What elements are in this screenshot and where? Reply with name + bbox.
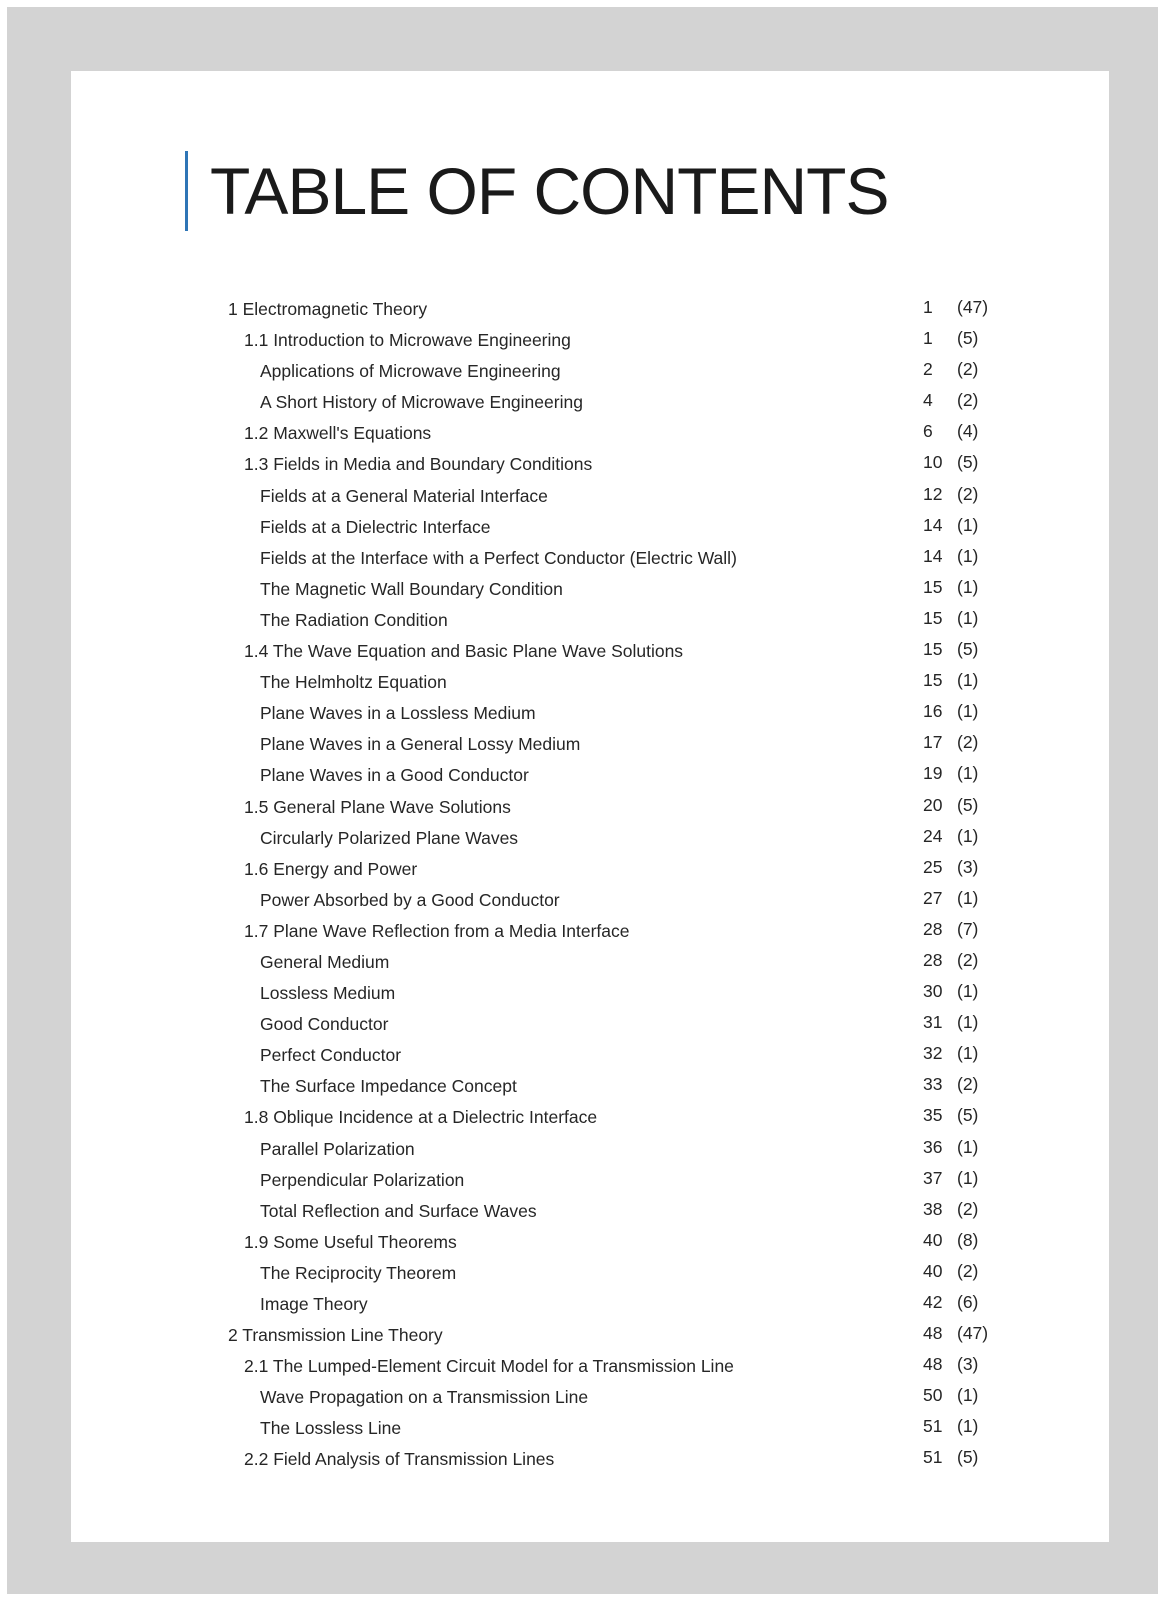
- toc-list: [71, 297, 1109, 1479]
- toc-entry-title: The Reciprocity Theorem: [260, 1262, 457, 1283]
- toc-entry-page-number: 38: [923, 1198, 943, 1219]
- toc-entry-page-number: 12: [923, 483, 943, 504]
- toc-entry-page-number: 17: [923, 732, 943, 753]
- toc-entry-page-number: 10: [923, 452, 943, 473]
- toc-entry-page-count: (1): [957, 576, 979, 597]
- toc-entry-page-count: (5): [957, 794, 979, 815]
- toc-entry[interactable]: [71, 328, 1109, 359]
- toc-entry-title: 1.6 Energy and Power: [244, 858, 418, 879]
- toc-entry-page-count: (1): [957, 825, 979, 846]
- toc-entry-title: Plane Waves in a Good Conductor: [260, 765, 529, 786]
- toc-entry-page-number: 19: [923, 763, 943, 784]
- toc-entry[interactable]: [71, 515, 1109, 546]
- toc-entry-page-count: (5): [957, 639, 979, 660]
- toc-entry[interactable]: [71, 1354, 1109, 1385]
- toc-entry-page-number: 28: [923, 949, 943, 970]
- toc-entry-page-number: 32: [923, 1043, 943, 1064]
- toc-entry[interactable]: [71, 1261, 1109, 1292]
- toc-entry-page-number: 16: [923, 701, 943, 722]
- toc-entry-title: Perfect Conductor: [260, 1045, 402, 1066]
- toc-entry-page-count: (2): [957, 1198, 979, 1219]
- toc-entry-page-count: (2): [957, 949, 979, 970]
- toc-entry[interactable]: [71, 763, 1109, 794]
- toc-entry[interactable]: [71, 1385, 1109, 1416]
- toc-entry[interactable]: [71, 701, 1109, 732]
- toc-entry-title: Power Absorbed by a Good Conductor: [260, 889, 560, 910]
- toc-entry-page-number: 48: [923, 1323, 943, 1344]
- toc-entry-title: 1.7 Plane Wave Reflection from a Media Interface: [244, 920, 630, 941]
- toc-entry-title: Circularly Polarized Plane Waves: [260, 827, 519, 848]
- toc-entry-page-number: 4: [923, 390, 933, 411]
- toc-entry-page-count: (1): [957, 514, 979, 535]
- toc-entry-title: 1.8 Oblique Incidence at a Dielectric Interface: [244, 1107, 598, 1128]
- toc-entry[interactable]: [71, 1323, 1109, 1354]
- toc-entry-page-count: (1): [957, 545, 979, 566]
- toc-entry-title: 1.4 The Wave Equation and Basic Plane Wave Solutions: [244, 641, 684, 662]
- toc-entry-page-count: (47): [957, 297, 989, 317]
- toc-entry-page-number: 51: [923, 1416, 943, 1437]
- toc-entry[interactable]: [71, 452, 1109, 483]
- toc-entry-title: 2.2 Field Analysis of Transmission Lines: [244, 1449, 555, 1470]
- toc-entry-page-count: (5): [957, 1105, 979, 1126]
- toc-entry-title: Fields at a Dielectric Interface: [260, 516, 491, 537]
- toc-entry-title: Perpendicular Polarization: [260, 1169, 465, 1190]
- toc-entry-page-number: 24: [923, 825, 943, 846]
- toc-entry-page-count: (2): [957, 483, 979, 504]
- toc-entry[interactable]: [71, 546, 1109, 577]
- toc-entry[interactable]: [71, 950, 1109, 981]
- toc-entry[interactable]: [71, 1447, 1109, 1478]
- toc-entry-title: Parallel Polarization: [260, 1138, 415, 1159]
- toc-entry-page-number: 1: [923, 328, 933, 349]
- page-title: TABLE OF CONTENTS: [210, 154, 889, 228]
- toc-entry-page-count: (1): [957, 1012, 979, 1033]
- toc-entry-page-count: (4): [957, 421, 979, 442]
- toc-entry[interactable]: [71, 1416, 1109, 1447]
- toc-entry[interactable]: [71, 421, 1109, 452]
- document-page: [71, 71, 1109, 1542]
- toc-entry[interactable]: [71, 577, 1109, 608]
- toc-entry-page-number: 15: [923, 576, 943, 597]
- toc-entry-title: Wave Propagation on a Transmission Line: [260, 1387, 589, 1408]
- toc-entry-page-number: 40: [923, 1229, 943, 1250]
- toc-entry[interactable]: [71, 857, 1109, 888]
- toc-entry-page-count: (1): [957, 887, 979, 908]
- toc-entry-page-count: (1): [957, 607, 979, 628]
- toc-entry-page-number: 40: [923, 1260, 943, 1281]
- toc-entry-page-count: (2): [957, 1074, 979, 1095]
- toc-entry-page-number: 6: [923, 421, 933, 442]
- toc-entry-page-count: (1): [957, 1136, 979, 1157]
- toc-entry[interactable]: [71, 795, 1109, 826]
- toc-entry-page-count: (1): [957, 1416, 979, 1437]
- toc-entry-page-count: (2): [957, 390, 979, 411]
- toc-entry-title: Lossless Medium: [260, 983, 396, 1004]
- toc-entry[interactable]: [71, 1043, 1109, 1074]
- toc-entry-page-number: 30: [923, 981, 943, 1002]
- toc-entry[interactable]: [71, 981, 1109, 1012]
- toc-entry[interactable]: [71, 1292, 1109, 1323]
- toc-entry-title: General Medium: [260, 951, 390, 972]
- toc-entry-title: 2 Transmission Line Theory: [228, 1325, 443, 1346]
- toc-entry-page-number: 15: [923, 639, 943, 660]
- toc-entry[interactable]: [71, 484, 1109, 515]
- toc-entry-title: The Magnetic Wall Boundary Condition: [260, 578, 563, 599]
- toc-entry[interactable]: [71, 639, 1109, 670]
- toc-entry-page-count: (1): [957, 1043, 979, 1064]
- toc-entry[interactable]: [71, 1168, 1109, 1199]
- toc-entry-page-number: 35: [923, 1105, 943, 1126]
- toc-entry-page-number: 14: [923, 545, 943, 566]
- toc-entry-page-number: 33: [923, 1074, 943, 1095]
- toc-entry-page-number: 36: [923, 1136, 943, 1157]
- toc-entry-title: 1.5 General Plane Wave Solutions: [244, 796, 511, 817]
- toc-entry-page-count: (1): [957, 701, 979, 722]
- toc-entry-page-number: 28: [923, 918, 943, 939]
- toc-entry-title: Fields at the Interface with a Perfect Conductor (Electric Wall): [260, 547, 737, 568]
- toc-entry[interactable]: [71, 826, 1109, 857]
- toc-entry[interactable]: [71, 1230, 1109, 1261]
- toc-entry-page-number: 51: [923, 1447, 943, 1468]
- toc-entry-title: 1.3 Fields in Media and Boundary Conditions: [244, 454, 593, 475]
- toc-entry-title: 1.2 Maxwell's Equations: [244, 423, 432, 444]
- toc-entry-page-count: (2): [957, 1260, 979, 1281]
- toc-entry-page-count: (7): [957, 918, 979, 939]
- toc-entry[interactable]: [71, 1105, 1109, 1136]
- toc-entry[interactable]: [71, 390, 1109, 421]
- toc-entry-title: Plane Waves in a Lossless Medium: [260, 703, 536, 724]
- toc-entry[interactable]: [71, 919, 1109, 950]
- toc-entry-page-number: 50: [923, 1385, 943, 1406]
- toc-entry-page-count: (5): [957, 1447, 979, 1468]
- toc-entry-title: The Radiation Condition: [260, 609, 448, 630]
- toc-entry-page-count: (47): [957, 1323, 989, 1344]
- toc-entry-page-count: (3): [957, 1354, 979, 1375]
- toc-entry[interactable]: [71, 297, 1109, 328]
- toc-entry-title: A Short History of Microwave Engineering: [260, 392, 583, 413]
- toc-entry[interactable]: [71, 1012, 1109, 1043]
- toc-entry-title: Good Conductor: [260, 1014, 389, 1035]
- toc-entry-title: Fields at a General Material Interface: [260, 485, 548, 506]
- toc-entry[interactable]: [71, 732, 1109, 763]
- toc-entry-title: Plane Waves in a General Lossy Medium: [260, 734, 581, 755]
- toc-entry-title: 1 Electromagnetic Theory: [228, 299, 428, 319]
- toc-entry-page-number: 31: [923, 1012, 943, 1033]
- toc-entry-page-number: 20: [923, 794, 943, 815]
- toc-entry-page-number: 15: [923, 670, 943, 691]
- toc-entry[interactable]: [71, 359, 1109, 390]
- toc-entry-page-count: (6): [957, 1292, 979, 1312]
- toc-entry-page-count: (8): [957, 1229, 979, 1250]
- toc-entry-page-count: (1): [957, 1385, 979, 1406]
- toc-entry-title: Total Reflection and Surface Waves: [260, 1200, 537, 1221]
- toc-entry-title: 1.1 Introduction to Microwave Engineering: [244, 330, 571, 351]
- toc-entry-page-number: 27: [923, 887, 943, 908]
- toc-entry-title: The Helmholtz Equation: [260, 672, 447, 693]
- toc-entry-page-number: 2: [923, 359, 933, 380]
- toc-entry-page-count: (1): [957, 763, 979, 784]
- page-frame: [7, 7, 1158, 1594]
- toc-entry-page-count: (1): [957, 981, 979, 1002]
- toc-entry-title: Applications of Microwave Engineering: [260, 361, 561, 382]
- toc-entry[interactable]: [71, 888, 1109, 919]
- toc-entry-page-count: (1): [957, 1167, 979, 1188]
- toc-entry[interactable]: [71, 608, 1109, 639]
- toc-entry-title: The Lossless Line: [260, 1418, 402, 1439]
- toc-entry-page-count: (2): [957, 359, 979, 380]
- toc-entry[interactable]: [71, 1199, 1109, 1230]
- toc-entry[interactable]: [71, 1137, 1109, 1168]
- toc-entry-title: The Surface Impedance Concept: [260, 1076, 517, 1097]
- toc-entry-page-count: (3): [957, 856, 979, 877]
- toc-entry-title: 1.9 Some Useful Theorems: [244, 1231, 457, 1252]
- toc-entry-page-number: 14: [923, 514, 943, 535]
- toc-entry-page-number: 37: [923, 1167, 943, 1188]
- toc-entry-page-number: 42: [923, 1292, 943, 1312]
- toc-entry[interactable]: [71, 670, 1109, 701]
- toc-entry[interactable]: [71, 1074, 1109, 1105]
- toc-entry-page-number: 15: [923, 607, 943, 628]
- toc-entry-title: Image Theory: [260, 1294, 368, 1314]
- toc-entry-page-number: 25: [923, 856, 943, 877]
- toc-entry-page-number: 48: [923, 1354, 943, 1375]
- toc-entry-title: 2.1 The Lumped-Element Circuit Model for a Transmission Line: [244, 1356, 734, 1377]
- toc-entry-page-count: (1): [957, 670, 979, 691]
- toc-entry-page-count: (2): [957, 732, 979, 753]
- toc-entry-page-number: 1: [923, 297, 933, 317]
- title-accent-bar: [185, 151, 188, 231]
- toc-entry-page-count: (5): [957, 452, 979, 473]
- toc-entry-page-count: (5): [957, 328, 979, 349]
